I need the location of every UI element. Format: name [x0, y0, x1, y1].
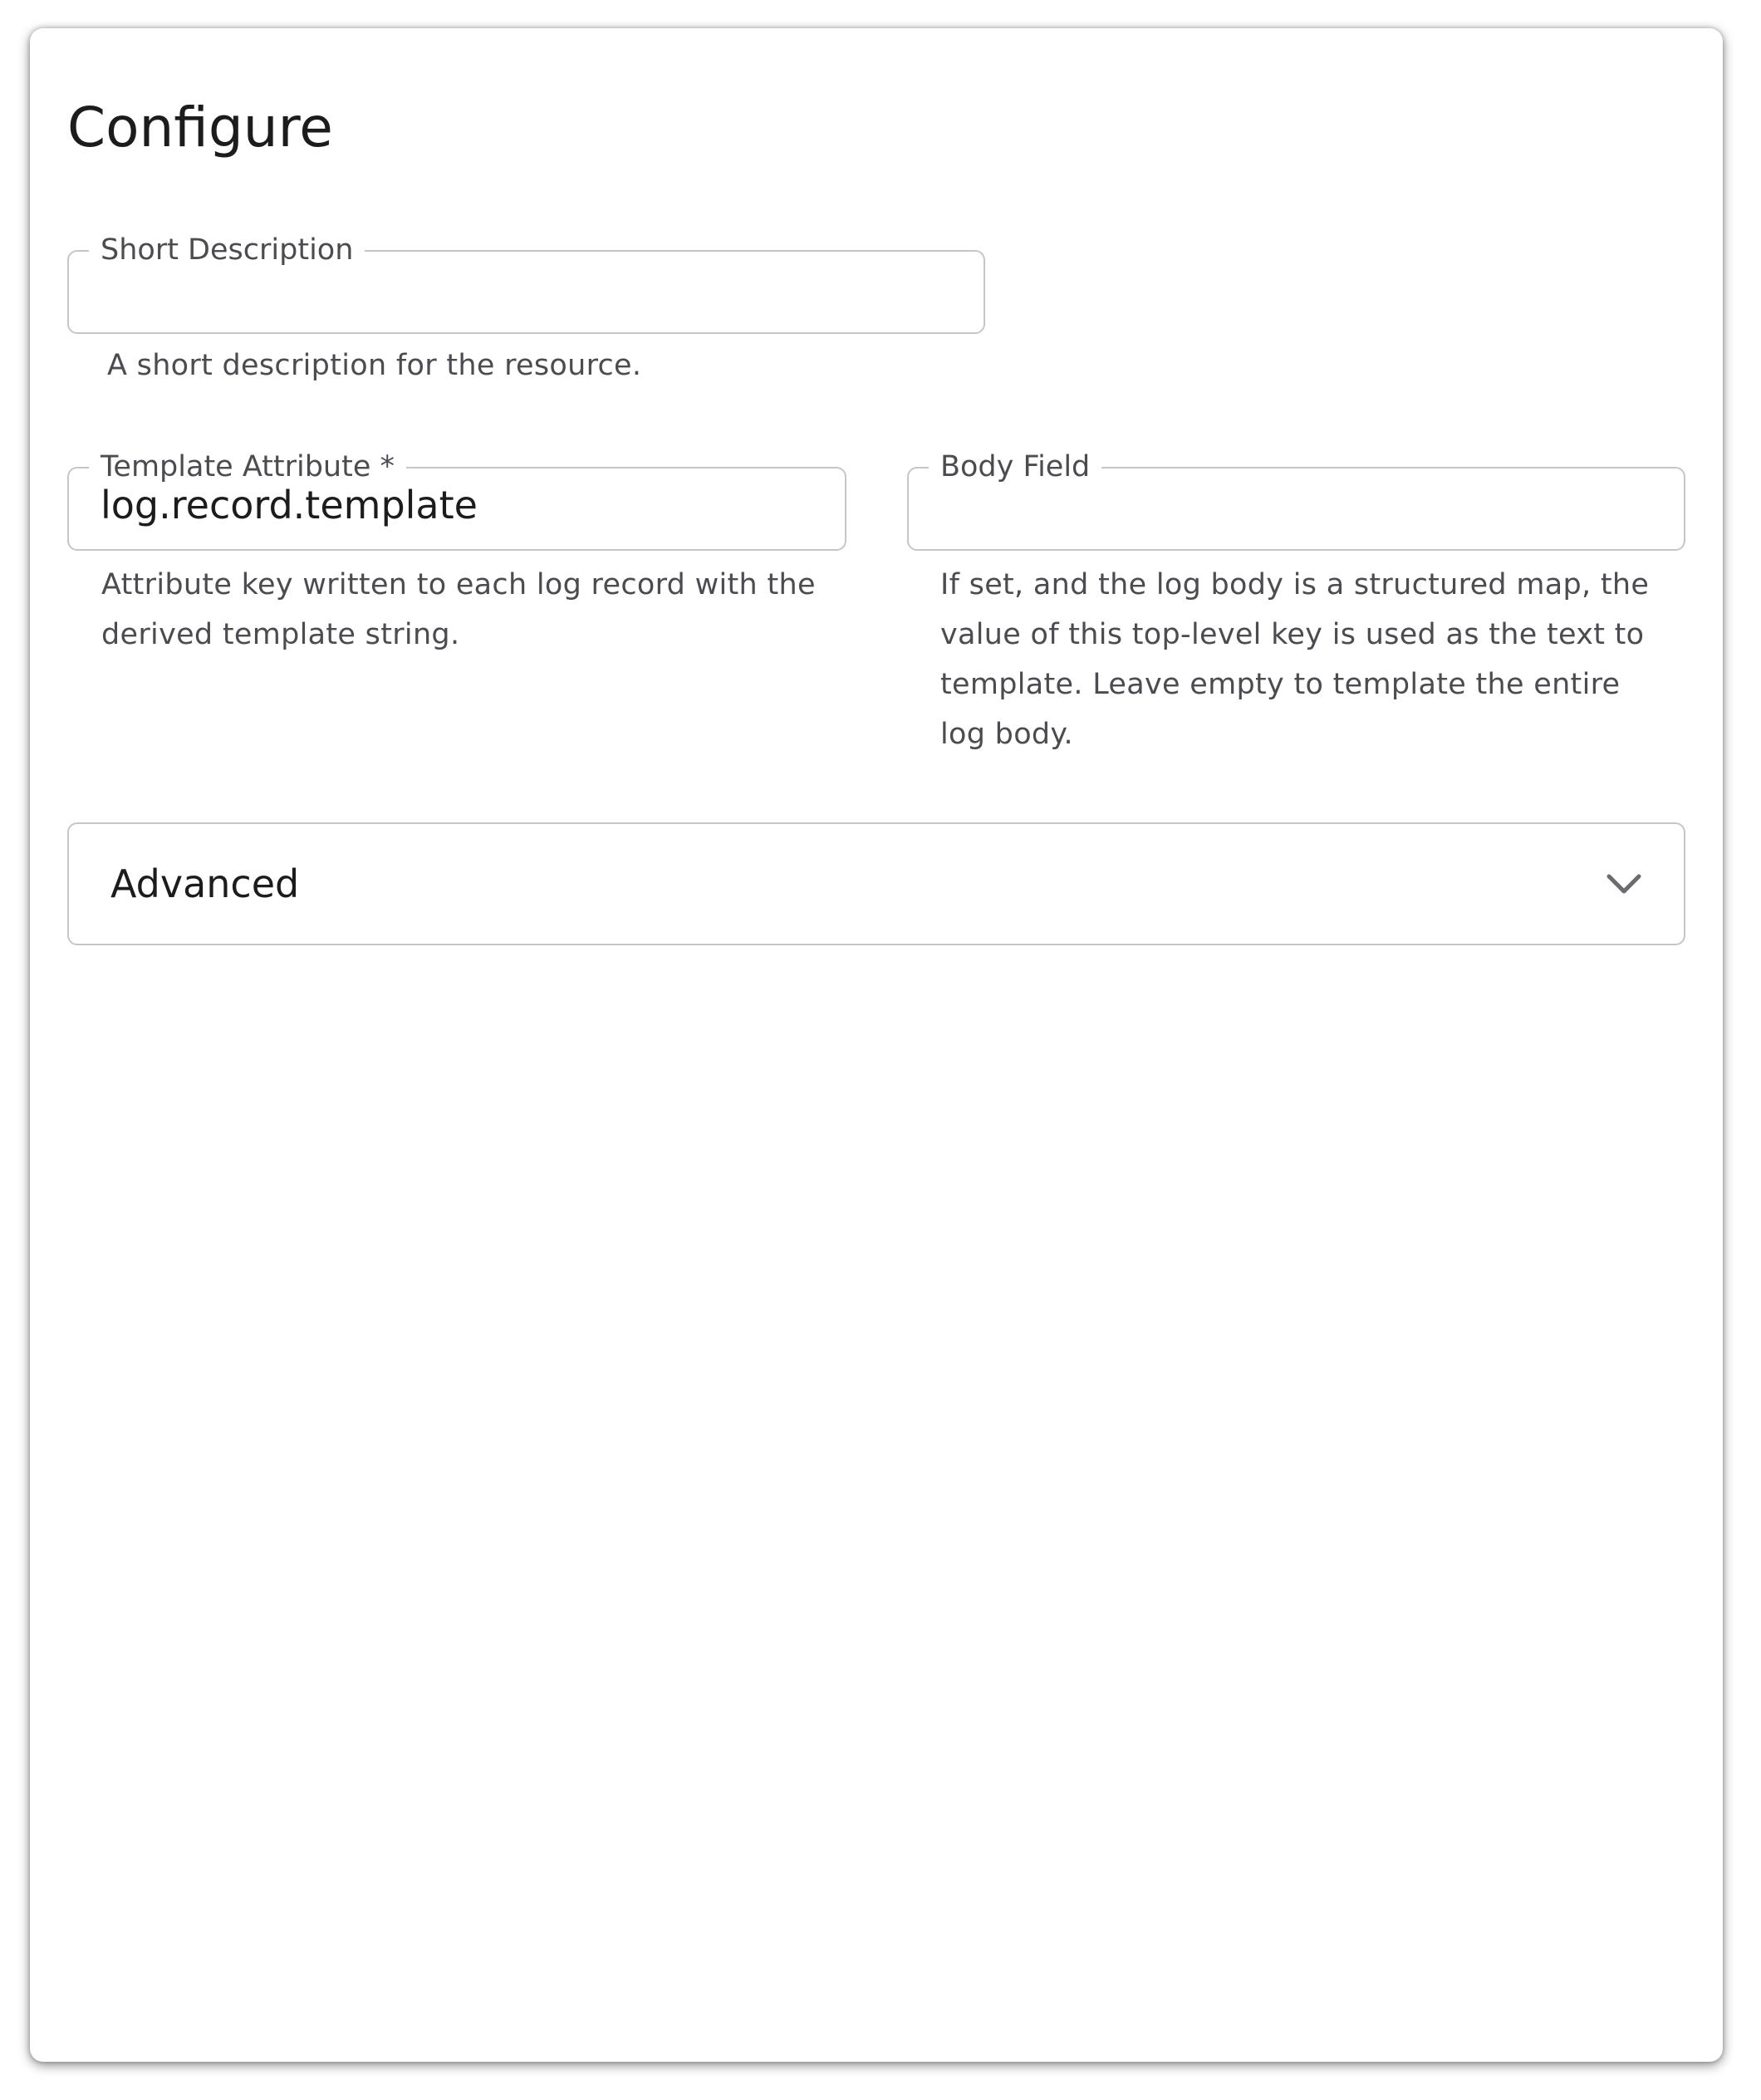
short-description-helper: A short description for the resource.: [107, 349, 642, 382]
advanced-accordion[interactable]: [67, 822, 1685, 945]
body-field-label: Body Field: [940, 450, 1091, 483]
body-field-helper: If set, and the log body is a structured map, the value of this top-level key is used as the text to template. Leave empty to template the entire log body.: [940, 568, 1650, 751]
short-description-field: [67, 233, 985, 334]
body-field-field: [907, 450, 1685, 551]
template-attribute-field: [67, 450, 846, 551]
configure-card: [30, 28, 1723, 2062]
chevron-down-icon[interactable]: [1604, 864, 1644, 904]
page-title: Configure: [67, 96, 333, 159]
body-field-input[interactable]: [940, 480, 1652, 530]
template-attribute-label: Template Attribute *: [101, 450, 395, 483]
template-attribute-helper: Attribute key written to each log record with the derived template string.: [101, 568, 816, 651]
short-description-label: Short Description: [101, 233, 354, 267]
template-attribute-input[interactable]: [101, 480, 813, 530]
short-description-input[interactable]: [101, 263, 952, 313]
advanced-label: Advanced: [110, 861, 300, 906]
